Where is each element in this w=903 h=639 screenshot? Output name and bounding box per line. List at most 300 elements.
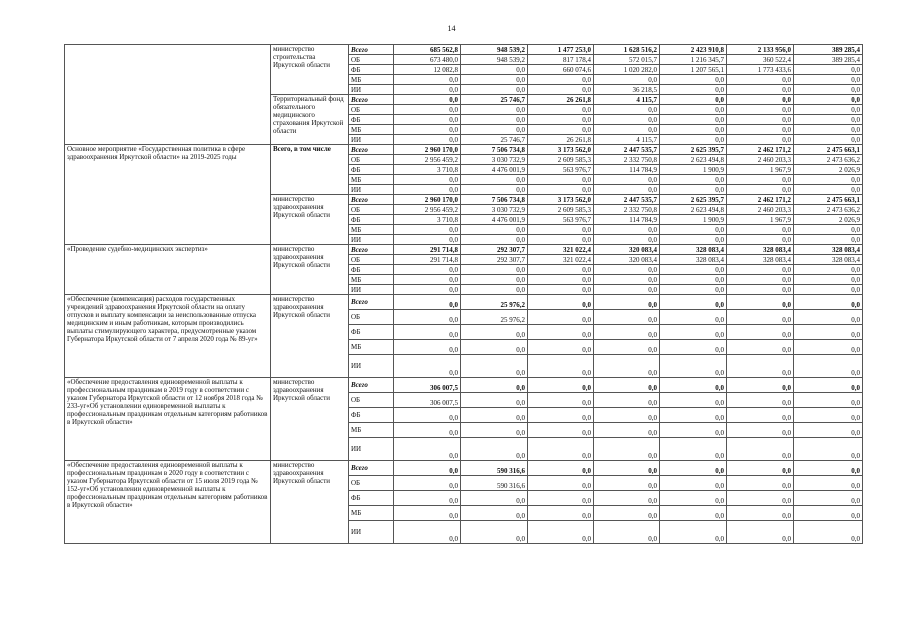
amount-cell: 0,0 (394, 408, 461, 423)
amount-cell: 0,0 (394, 310, 461, 325)
amount-cell: 328 083,4 (660, 255, 727, 265)
amount-cell: 0,0 (660, 506, 727, 521)
amount-cell: 2 960 170,0 (394, 195, 461, 205)
funding-source: Всего (349, 95, 394, 105)
amount-cell: 0,0 (461, 65, 528, 75)
amount-cell: 328 083,4 (794, 245, 863, 255)
responsible-executor: министерство здравоохранения Иркутской области (271, 195, 349, 245)
amount-cell: 0,0 (394, 355, 461, 378)
measure-description: «Обеспечение предоставления единовременной выплаты к профессиональным праздникам в 2019 году в соответствии с указом Губернатора Иркутской области от 12 ноября 2018 года № 233-уг«Об установлении единовременной выплаты к профессиональным праздникам отдельным категориям работников в Иркутской области» (65, 378, 271, 461)
amount-cell: 0,0 (461, 521, 528, 544)
amount-cell: 0,0 (660, 476, 727, 491)
amount-cell: 0,0 (794, 521, 863, 544)
amount-cell: 0,0 (461, 506, 528, 521)
amount-cell: 0,0 (594, 235, 660, 245)
funding-source: Всего (349, 45, 394, 55)
amount-cell: 0,0 (794, 65, 863, 75)
funding-source: Всего (349, 461, 394, 476)
funding-source: ФБ (349, 65, 394, 75)
amount-cell: 0,0 (394, 135, 461, 145)
amount-cell: 1 207 565,1 (660, 65, 727, 75)
amount-cell: 0,0 (727, 506, 794, 521)
amount-cell: 0,0 (660, 135, 727, 145)
amount-cell: 291 714,8 (394, 255, 461, 265)
amount-cell: 3 030 732,9 (461, 155, 528, 165)
amount-cell: 2 460 203,3 (727, 155, 794, 165)
amount-cell: 0,0 (660, 85, 727, 95)
amount-cell: 3 030 732,9 (461, 205, 528, 215)
amount-cell: 1 900,9 (660, 165, 727, 175)
funding-source: ФБ (349, 165, 394, 175)
budget-table (64, 44, 863, 544)
funding-source: МБ (349, 423, 394, 438)
amount-cell: 0,0 (461, 75, 528, 85)
amount-cell: 0,0 (594, 423, 660, 438)
amount-cell: 0,0 (528, 85, 594, 95)
funding-source: МБ (349, 75, 394, 85)
funding-source: ФБ (349, 408, 394, 423)
amount-cell: 0,0 (794, 476, 863, 491)
amount-cell: 0,0 (660, 438, 727, 461)
funding-source: ИИ (349, 521, 394, 544)
amount-cell: 2 423 910,8 (660, 45, 727, 55)
amount-cell: 328 083,4 (727, 255, 794, 265)
amount-cell: 0,0 (528, 521, 594, 544)
amount-cell: 0,0 (794, 506, 863, 521)
amount-cell: 2 462 171,2 (727, 195, 794, 205)
amount-cell: 0,0 (528, 125, 594, 135)
amount-cell: 0,0 (727, 408, 794, 423)
amount-cell: 0,0 (794, 310, 863, 325)
amount-cell: 0,0 (461, 125, 528, 135)
amount-cell: 0,0 (594, 476, 660, 491)
amount-cell: 0,0 (528, 285, 594, 295)
amount-cell: 0,0 (727, 340, 794, 355)
amount-cell: 817 178,4 (528, 55, 594, 65)
amount-cell: 0,0 (461, 115, 528, 125)
funding-source: МБ (349, 275, 394, 285)
amount-cell: 4 115,7 (594, 135, 660, 145)
amount-cell: 0,0 (594, 355, 660, 378)
amount-cell: 0,0 (727, 325, 794, 340)
amount-cell: 0,0 (594, 521, 660, 544)
funding-source: ОБ (349, 105, 394, 115)
amount-cell: 0,0 (461, 393, 528, 408)
amount-cell: 0,0 (394, 85, 461, 95)
amount-cell: 0,0 (794, 185, 863, 195)
amount-cell: 0,0 (528, 506, 594, 521)
responsible-executor: министерство здравоохранения Иркутской области (271, 378, 349, 461)
table-row (65, 461, 863, 476)
amount-cell: 7 506 734,8 (461, 145, 528, 155)
amount-cell: 0,0 (660, 235, 727, 245)
amount-cell: 0,0 (794, 325, 863, 340)
amount-cell: 3 173 562,0 (528, 145, 594, 155)
amount-cell: 0,0 (394, 506, 461, 521)
amount-cell: 2 609 585,3 (528, 205, 594, 215)
funding-source: ФБ (349, 215, 394, 225)
amount-cell: 2 473 636,2 (794, 155, 863, 165)
amount-cell: 0,0 (660, 325, 727, 340)
responsible-executor: министерство здравоохранения Иркутской области (271, 245, 349, 295)
amount-cell: 2 623 494,8 (660, 205, 727, 215)
amount-cell: 0,0 (727, 125, 794, 135)
amount-cell: 0,0 (528, 175, 594, 185)
funding-source: ОБ (349, 393, 394, 408)
amount-cell: 0,0 (528, 355, 594, 378)
amount-cell: 0,0 (794, 115, 863, 125)
amount-cell: 0,0 (594, 185, 660, 195)
amount-cell: 0,0 (727, 85, 794, 95)
amount-cell: 0,0 (461, 355, 528, 378)
amount-cell: 0,0 (727, 105, 794, 115)
amount-cell: 2 609 585,3 (528, 155, 594, 165)
amount-cell: 0,0 (594, 506, 660, 521)
amount-cell: 1 773 433,6 (727, 65, 794, 75)
amount-cell: 291 714,8 (394, 245, 461, 255)
amount-cell: 0,0 (660, 378, 727, 393)
measure-description (65, 45, 271, 145)
amount-cell: 0,0 (528, 75, 594, 85)
amount-cell: 0,0 (528, 185, 594, 195)
amount-cell: 0,0 (461, 378, 528, 393)
amount-cell: 0,0 (461, 325, 528, 340)
amount-cell: 306 007,5 (394, 393, 461, 408)
amount-cell: 0,0 (528, 105, 594, 115)
amount-cell: 0,0 (594, 378, 660, 393)
amount-cell: 2 460 203,3 (727, 205, 794, 215)
amount-cell: 0,0 (461, 408, 528, 423)
amount-cell: 3 710,8 (394, 165, 461, 175)
amount-cell: 2 332 750,8 (594, 155, 660, 165)
funding-source: ИИ (349, 185, 394, 195)
amount-cell: 0,0 (528, 225, 594, 235)
page-number: 14 (447, 24, 456, 33)
responsible-executor: министерство строительства Иркутской области (271, 45, 349, 95)
amount-cell: 0,0 (528, 408, 594, 423)
amount-cell: 0,0 (461, 105, 528, 115)
amount-cell: 0,0 (660, 95, 727, 105)
funding-source: ОБ (349, 155, 394, 165)
amount-cell: 0,0 (794, 175, 863, 185)
amount-cell: 389 285,4 (794, 55, 863, 65)
amount-cell: 0,0 (528, 423, 594, 438)
funding-source: МБ (349, 506, 394, 521)
amount-cell: 0,0 (660, 75, 727, 85)
amount-cell: 321 022,4 (528, 245, 594, 255)
amount-cell: 0,0 (794, 438, 863, 461)
amount-cell: 25 976,2 (461, 310, 528, 325)
amount-cell: 0,0 (461, 85, 528, 95)
amount-cell: 389 285,4 (794, 45, 863, 55)
amount-cell: 572 015,7 (594, 55, 660, 65)
amount-cell: 0,0 (794, 423, 863, 438)
amount-cell: 2 956 459,2 (394, 155, 461, 165)
funding-source: ОБ (349, 55, 394, 65)
amount-cell: 26 261,8 (528, 135, 594, 145)
amount-cell: 0,0 (394, 521, 461, 544)
amount-cell: 0,0 (394, 105, 461, 115)
amount-cell: 0,0 (594, 461, 660, 476)
table-row (65, 378, 863, 393)
amount-cell: 0,0 (727, 378, 794, 393)
amount-cell: 0,0 (727, 310, 794, 325)
amount-cell: 0,0 (594, 175, 660, 185)
amount-cell: 0,0 (528, 275, 594, 285)
amount-cell: 0,0 (528, 476, 594, 491)
amount-cell: 2 625 395,7 (660, 195, 727, 205)
amount-cell: 0,0 (727, 461, 794, 476)
amount-cell: 1 216 345,7 (660, 55, 727, 65)
amount-cell: 0,0 (528, 235, 594, 245)
funding-source: ОБ (349, 205, 394, 215)
measure-description: «Обеспечение (компенсация) расходов государственных учреждений здравоохранения Иркутской области на оплату отпусков и выплату компенсации за неиспользованные отпуска медицинским и иным работникам, которым производились выплаты стимулирующего характера, предусмотренные указом Губернатора Иркутской области от 7 апреля 2020 года № 89-уг» (65, 295, 271, 378)
amount-cell: 0,0 (394, 125, 461, 135)
amount-cell: 2 956 459,2 (394, 205, 461, 215)
amount-cell: 2 960 170,0 (394, 145, 461, 155)
amount-cell: 0,0 (594, 310, 660, 325)
amount-cell: 0,0 (794, 461, 863, 476)
amount-cell: 2 332 750,8 (594, 205, 660, 215)
funding-source: ИИ (349, 135, 394, 145)
amount-cell: 2 462 171,2 (727, 145, 794, 155)
amount-cell: 1 628 516,2 (594, 45, 660, 55)
amount-cell: 0,0 (394, 285, 461, 295)
amount-cell: 0,0 (394, 95, 461, 105)
amount-cell: 0,0 (727, 355, 794, 378)
amount-cell: 0,0 (594, 265, 660, 275)
funding-source: Всего (349, 245, 394, 255)
amount-cell: 0,0 (727, 295, 794, 310)
responsible-executor: министерство здравоохранения Иркутской области (271, 461, 349, 544)
funding-source: МБ (349, 175, 394, 185)
amount-cell: 0,0 (727, 393, 794, 408)
amount-cell: 0,0 (727, 521, 794, 544)
amount-cell: 0,0 (727, 235, 794, 245)
funding-source: Всего (349, 145, 394, 155)
funding-source: ФБ (349, 115, 394, 125)
amount-cell: 0,0 (794, 235, 863, 245)
amount-cell: 0,0 (528, 393, 594, 408)
amount-cell: 328 083,4 (727, 245, 794, 255)
funding-source: Всего (349, 195, 394, 205)
funding-source: Всего (349, 295, 394, 310)
amount-cell: 0,0 (461, 285, 528, 295)
funding-source: ОБ (349, 476, 394, 491)
amount-cell: 0,0 (660, 340, 727, 355)
funding-source: МБ (349, 340, 394, 355)
amount-cell: 563 976,7 (528, 165, 594, 175)
funding-source: ФБ (349, 325, 394, 340)
funding-source: ИИ (349, 285, 394, 295)
amount-cell: 0,0 (528, 115, 594, 125)
amount-cell: 0,0 (660, 275, 727, 285)
amount-cell: 0,0 (794, 355, 863, 378)
funding-source: ОБ (349, 255, 394, 265)
amount-cell: 0,0 (594, 275, 660, 285)
amount-cell: 0,0 (528, 378, 594, 393)
table-row (65, 245, 863, 255)
amount-cell: 0,0 (394, 295, 461, 310)
amount-cell: 0,0 (594, 225, 660, 235)
amount-cell: 0,0 (794, 285, 863, 295)
amount-cell: 1 900,9 (660, 215, 727, 225)
amount-cell: 328 083,4 (794, 255, 863, 265)
amount-cell: 2 623 494,8 (660, 155, 727, 165)
amount-cell: 0,0 (727, 75, 794, 85)
amount-cell: 2 026,9 (794, 165, 863, 175)
amount-cell: 0,0 (794, 295, 863, 310)
table-row (65, 295, 863, 310)
measure-description: Основное мероприятие «Государственная политика в сфере здравоохранения Иркутской области» на 2019-2025 годы (65, 145, 271, 245)
amount-cell: 3 710,8 (394, 215, 461, 225)
amount-cell: 0,0 (594, 105, 660, 115)
amount-cell: 0,0 (528, 310, 594, 325)
amount-cell: 360 522,4 (727, 55, 794, 65)
amount-cell: 0,0 (394, 265, 461, 275)
amount-cell: 0,0 (461, 491, 528, 506)
amount-cell: 2 133 956,0 (727, 45, 794, 55)
amount-cell: 948 539,2 (461, 45, 528, 55)
amount-cell: 2 625 395,7 (660, 145, 727, 155)
amount-cell: 0,0 (461, 225, 528, 235)
amount-cell: 0,0 (528, 461, 594, 476)
amount-cell: 0,0 (461, 235, 528, 245)
amount-cell: 0,0 (660, 491, 727, 506)
amount-cell: 0,0 (528, 265, 594, 275)
amount-cell: 0,0 (660, 310, 727, 325)
amount-cell: 0,0 (727, 135, 794, 145)
amount-cell: 306 007,5 (394, 378, 461, 393)
measure-description: «Проведение судебно-медицинских экспертиз» (65, 245, 271, 295)
amount-cell: 114 784,9 (594, 215, 660, 225)
table-row (65, 45, 863, 55)
amount-cell: 0,0 (794, 265, 863, 275)
amount-cell: 0,0 (461, 265, 528, 275)
amount-cell: 660 074,6 (528, 65, 594, 75)
amount-cell: 0,0 (394, 235, 461, 245)
amount-cell: 0,0 (394, 185, 461, 195)
amount-cell: 0,0 (660, 175, 727, 185)
amount-cell: 1 967,9 (727, 165, 794, 175)
amount-cell: 0,0 (727, 175, 794, 185)
amount-cell: 2 475 663,1 (794, 195, 863, 205)
amount-cell: 0,0 (727, 491, 794, 506)
funding-source: Всего (349, 378, 394, 393)
amount-cell: 4 476 001,9 (461, 215, 528, 225)
amount-cell: 114 784,9 (594, 165, 660, 175)
table-row (65, 145, 863, 155)
funding-source: ИИ (349, 355, 394, 378)
amount-cell: 0,0 (794, 75, 863, 85)
amount-cell: 0,0 (727, 225, 794, 235)
amount-cell: 0,0 (394, 275, 461, 285)
amount-cell: 36 218,5 (594, 85, 660, 95)
amount-cell: 0,0 (528, 491, 594, 506)
amount-cell: 0,0 (794, 95, 863, 105)
measure-description: «Обеспечение предоставления единовременной выплаты к профессиональным праздникам в 2020 году в соответствии с указом Губернатора Иркутской области от 15 июля 2019 года № 152-уг«Об установлении единовременной выплаты к профессиональным праздникам отдельным категориям работников в Иркутской области» (65, 461, 271, 544)
amount-cell: 0,0 (394, 340, 461, 355)
amount-cell: 292 307,7 (461, 245, 528, 255)
amount-cell: 1 967,9 (727, 215, 794, 225)
amount-cell: 590 316,6 (461, 476, 528, 491)
amount-cell: 292 307,7 (461, 255, 528, 265)
amount-cell: 0,0 (660, 285, 727, 295)
amount-cell: 0,0 (394, 75, 461, 85)
amount-cell: 0,0 (594, 125, 660, 135)
amount-cell: 0,0 (794, 340, 863, 355)
amount-cell: 590 316,6 (461, 461, 528, 476)
amount-cell: 0,0 (594, 285, 660, 295)
amount-cell: 7 506 734,8 (461, 195, 528, 205)
amount-cell: 1 020 282,0 (594, 65, 660, 75)
amount-cell: 0,0 (394, 325, 461, 340)
amount-cell: 673 480,0 (394, 55, 461, 65)
amount-cell: 0,0 (794, 135, 863, 145)
amount-cell: 0,0 (727, 285, 794, 295)
amount-cell: 0,0 (660, 265, 727, 275)
amount-cell: 2 475 663,1 (794, 145, 863, 155)
amount-cell: 0,0 (794, 125, 863, 135)
amount-cell: 0,0 (794, 275, 863, 285)
amount-cell: 0,0 (594, 408, 660, 423)
amount-cell: 0,0 (394, 438, 461, 461)
amount-cell: 0,0 (394, 225, 461, 235)
amount-cell: 0,0 (594, 115, 660, 125)
amount-cell: 0,0 (594, 295, 660, 310)
funding-source: ИИ (349, 438, 394, 461)
amount-cell: 320 083,4 (594, 245, 660, 255)
amount-cell: 0,0 (660, 461, 727, 476)
amount-cell: 0,0 (461, 438, 528, 461)
amount-cell: 0,0 (794, 85, 863, 95)
amount-cell: 26 261,8 (528, 95, 594, 105)
amount-cell: 0,0 (528, 340, 594, 355)
amount-cell: 0,0 (461, 175, 528, 185)
amount-cell: 0,0 (794, 408, 863, 423)
amount-cell: 685 562,8 (394, 45, 461, 55)
responsible-executor: Территориальный фонд обязательного медицинского страхования Иркутской области (271, 95, 349, 145)
amount-cell: 0,0 (461, 275, 528, 285)
amount-cell: 3 173 562,0 (528, 195, 594, 205)
amount-cell: 0,0 (794, 393, 863, 408)
amount-cell: 0,0 (727, 423, 794, 438)
amount-cell: 0,0 (794, 105, 863, 115)
amount-cell: 0,0 (594, 75, 660, 85)
amount-cell: 25 746,7 (461, 95, 528, 105)
funding-source: ФБ (349, 265, 394, 275)
amount-cell: 1 477 253,0 (528, 45, 594, 55)
amount-cell: 0,0 (461, 340, 528, 355)
amount-cell: 0,0 (727, 265, 794, 275)
amount-cell: 0,0 (594, 438, 660, 461)
amount-cell: 0,0 (594, 393, 660, 408)
funding-source: ИИ (349, 85, 394, 95)
amount-cell: 0,0 (528, 295, 594, 310)
amount-cell: 0,0 (727, 95, 794, 105)
amount-cell: 0,0 (394, 175, 461, 185)
funding-source: ФБ (349, 491, 394, 506)
amount-cell: 321 022,4 (528, 255, 594, 265)
amount-cell: 0,0 (394, 461, 461, 476)
amount-cell: 0,0 (528, 438, 594, 461)
amount-cell: 0,0 (660, 521, 727, 544)
amount-cell: 0,0 (794, 225, 863, 235)
responsible-executor: Всего, в том числе (271, 145, 349, 195)
amount-cell: 328 083,4 (660, 245, 727, 255)
amount-cell: 2 026,9 (794, 215, 863, 225)
amount-cell: 0,0 (660, 295, 727, 310)
